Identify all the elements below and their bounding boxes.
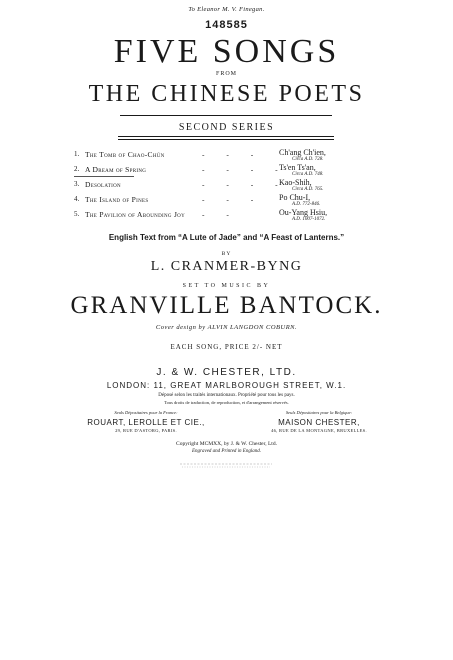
series-rule-lower — [118, 139, 334, 140]
song-number: 5. — [74, 210, 80, 218]
song-item — [74, 148, 384, 163]
song-title: The Tomb of Chao-Chün — [85, 150, 165, 159]
song-leader: - - - — [202, 195, 264, 204]
song-number: 4. — [74, 195, 80, 203]
song-poet: Ou-Yang Hsiu, — [279, 208, 328, 217]
belgium-agent-address: 46, RUE DE LA MONTAGNE, BRUXELLES. — [271, 428, 367, 433]
song-item — [74, 208, 384, 223]
song-leader: - - - - — [202, 180, 288, 189]
france-agent-address: 29, RUE D'ASTORG, PARIS. — [115, 428, 177, 433]
series-rule-upper — [118, 136, 334, 137]
belgium-agent-caption: Seuls Dépositaires pour la Belgique: — [285, 410, 353, 415]
price-line: EACH SONG, PRICE 2/- NET — [170, 343, 283, 351]
from-label: FROM — [215, 71, 237, 77]
by-label: BY — [221, 251, 232, 257]
english-text-credit: English Text from “A Lute of Jade” and “A Feast of Lanterns.” — [108, 233, 345, 242]
set-to-music-label: SET TO MUSIC BY — [182, 283, 271, 289]
song-title: A Dream of Spring — [85, 165, 147, 174]
song-poet: Ch'ang Ch'ien, — [279, 148, 326, 157]
song-leader: - - — [202, 210, 239, 219]
song-leader: - - - - — [202, 165, 288, 174]
song-date: Circa A.D. 748. — [292, 172, 324, 177]
song-list — [74, 148, 384, 223]
song-title: The Pavilion of Abounding Joy — [85, 210, 185, 219]
printed-notice: Engraved and Printed in England. — [191, 449, 262, 454]
song-poet: Kao-Shih, — [279, 178, 312, 187]
author-name: L. CRANMER-BYNG — [150, 259, 303, 274]
rights-notice: Déposé selon les traités internationaux. Propriété pour tous les pays. — [158, 393, 295, 398]
publisher-name: J. & W. CHESTER, LTD. — [156, 367, 297, 378]
catalog-number: 148585 — [205, 19, 248, 31]
song-date: A.D. 1007-1072. — [292, 217, 326, 222]
song-leader: - - - — [202, 150, 264, 159]
song-item — [74, 163, 384, 178]
song-title: The Island of Pines — [85, 195, 149, 204]
rights-notice-secondary: Tous droits de traduction, de reproduction, et d'arrangement réservés. — [164, 400, 289, 405]
song-number: 2. — [74, 165, 80, 173]
france-agent-name: ROUART, LEROLLE ET CIE., — [87, 418, 205, 427]
belgium-agent-name: MAISON CHESTER, — [278, 418, 360, 427]
subtitle: THE CHINESE POETS — [88, 81, 365, 107]
cover-design-credit: Cover design by ALVIN LANGDON COBURN. — [155, 324, 298, 331]
song-item — [74, 178, 384, 193]
song-number: 1. — [74, 150, 80, 158]
top-rule — [120, 115, 332, 116]
song-title: Desolation — [85, 180, 121, 189]
series-label: SECOND SERIES — [178, 122, 275, 133]
song-date: Circa A.D. 728. — [292, 157, 324, 162]
library-stamp-smudge — [176, 452, 276, 470]
main-title: FIVE SONGS — [113, 33, 340, 70]
song-date: A.D. 772-846. — [292, 202, 321, 207]
song-poet: Po Chu-I, — [279, 193, 311, 202]
copyright-notice: Copyright MCMXX, by J. & W. Chester, Ltd. — [176, 441, 277, 447]
france-agent-caption: Seuls Dépositaires pour la France: — [114, 410, 178, 415]
song-date: Circa A.D. 765. — [292, 187, 324, 192]
song-number: 3. — [74, 180, 80, 188]
composer-name: GRANVILLE BANTOCK. — [70, 292, 383, 319]
dedication: To Eleanor M. V. Finegan. — [188, 6, 265, 13]
pencil-underline — [74, 176, 134, 177]
song-item — [74, 193, 384, 208]
publisher-address: LONDON: 11, GREAT MARLBOROUGH STREET, W.1. — [106, 381, 347, 390]
song-poet: Ts'en Ts'an, — [279, 163, 316, 172]
